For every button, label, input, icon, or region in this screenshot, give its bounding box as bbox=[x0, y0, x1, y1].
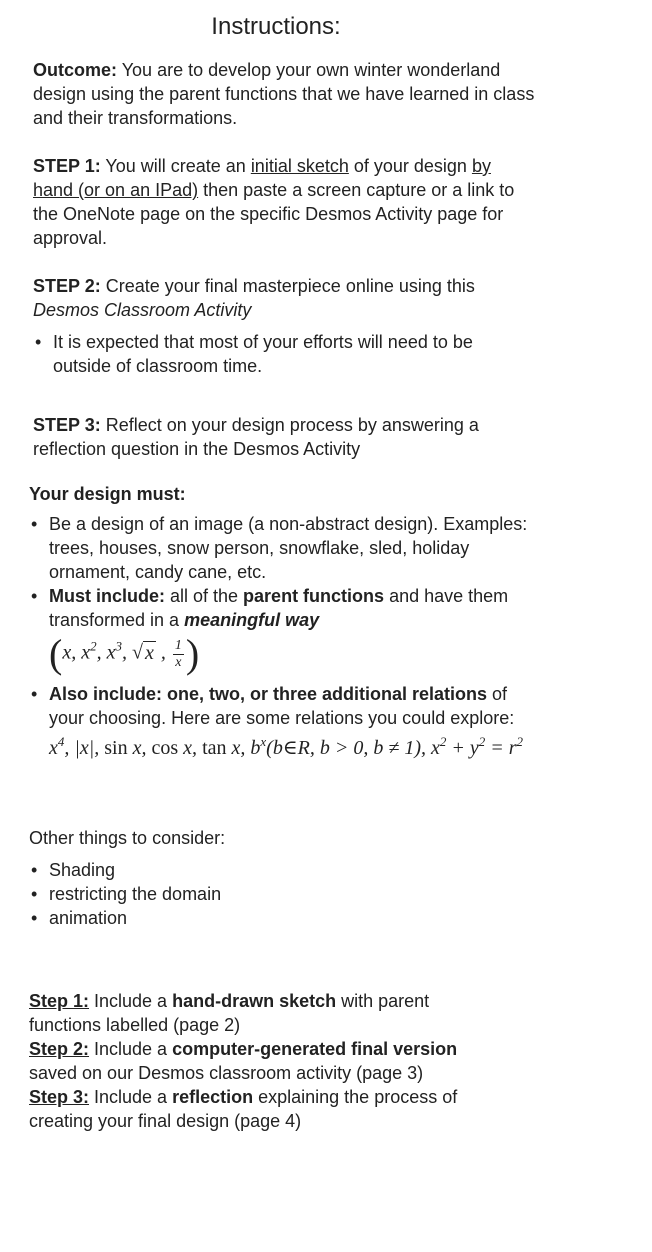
summary-step1 bbox=[29, 989, 499, 1037]
initial-sketch-link[interactable]: initial sketch bbox=[250, 156, 349, 176]
consider-heading: Other things to consider: bbox=[29, 828, 226, 848]
list-item bbox=[29, 682, 529, 730]
summary-step2-text-2: saved on our Desmos classroom activity (page 3) bbox=[29, 1063, 424, 1083]
step2-text: Create your final masterpiece online using this bbox=[100, 276, 475, 296]
step3-label: STEP 3: bbox=[33, 415, 101, 435]
design-requirements bbox=[29, 482, 589, 760]
step1-text-2: of your design bbox=[348, 156, 472, 176]
list-item: • It is expected that most of your efforts will need to be outside of classroom time. bbox=[33, 330, 528, 378]
summary-step3-text-2: explaining the process of creating your final design (page 4) bbox=[29, 1087, 458, 1131]
list-item: • restricting the domain bbox=[29, 882, 549, 906]
meaningful-way-bold: meaningful way bbox=[184, 610, 320, 630]
also-include-text: of your choosing. Here are some relations you could explore: bbox=[49, 684, 515, 728]
desmos-activity-link[interactable]: Desmos Classroom Activity bbox=[33, 300, 252, 320]
also-include-list bbox=[29, 682, 529, 730]
step2-label: STEP 2: bbox=[33, 276, 101, 296]
also-include-label: Also include: one, two, or three additional relations bbox=[49, 684, 488, 704]
page-title: Instructions: bbox=[211, 13, 341, 40]
summary-step1-text-1: Include a bbox=[89, 991, 173, 1011]
must-include-text-1: all of the bbox=[165, 586, 244, 606]
step3-text: Reflect on your design process by answering a reflection question in the Desmos Activity bbox=[33, 415, 479, 459]
step1-text-1: You will create an bbox=[100, 156, 251, 176]
consider-section bbox=[29, 826, 549, 930]
outcome-paragraph bbox=[33, 58, 553, 130]
by-hand-link[interactable]: by hand (or on an IPad) bbox=[33, 156, 491, 200]
list-item: • animation bbox=[29, 906, 549, 930]
summary-step1-label: Step 1: bbox=[29, 991, 90, 1011]
additional-relations-formula: $x^4$, |x|, sin x, cos x, tan x, $b^x(b\in R$, b > 0, b ≠ 1), $x^2 + y^2 = r^2$ bbox=[49, 734, 524, 759]
summary-step2-label: Step 2: bbox=[29, 1039, 90, 1059]
must-include-label: Must include: bbox=[49, 586, 165, 606]
list-item: • Be a design of an image (a non-abstract design). Examples: trees, houses, snow person, snowflake, sled, holiday ornament, candy cane, etc. bbox=[29, 512, 529, 584]
must-include-text-2: and have them transformed in a bbox=[49, 586, 509, 630]
step1-paragraph bbox=[33, 154, 528, 250]
summary-step1-text-2: with parent functions labelled (page 2) bbox=[29, 991, 430, 1035]
summary-step2 bbox=[29, 1037, 499, 1085]
list-item bbox=[29, 584, 529, 632]
summary-step3-label: Step 3: bbox=[29, 1087, 90, 1107]
summary-step3-text-1: Include a bbox=[89, 1087, 173, 1107]
summary-step2-bold: computer-generated final version bbox=[172, 1039, 458, 1059]
step2-bullet-list bbox=[33, 330, 528, 378]
summary-step2-text-1: Include a bbox=[89, 1039, 173, 1059]
consider-list bbox=[29, 858, 549, 930]
outcome-text: You are to develop your own winter wonderland design using the parent functions that we have learned in class and their transformations. bbox=[33, 60, 535, 128]
parent-functions-formula: (x, $x^2$, $x^3$, √ x , $\frac{1}{x}$ ) bbox=[49, 631, 200, 676]
outcome-label: Outcome: bbox=[33, 60, 118, 80]
step1-text-3: then paste a screen capture or a link to the OneNote page on the specific Desmos Activity page for approval. bbox=[33, 180, 515, 248]
summary-step3 bbox=[29, 1085, 499, 1133]
step3-paragraph bbox=[33, 413, 528, 461]
summary-step1-bold: hand-drawn sketch bbox=[172, 991, 337, 1011]
step2-paragraph bbox=[33, 274, 528, 378]
summary-step3-bold: reflection bbox=[172, 1087, 254, 1107]
parent-functions-bold: parent functions bbox=[243, 586, 385, 606]
list-item: • Shading bbox=[29, 858, 549, 882]
design-bullet-list bbox=[29, 512, 529, 632]
design-heading: Your design must: bbox=[29, 484, 186, 504]
summary-section bbox=[29, 989, 499, 1133]
step1-label: STEP 1: bbox=[33, 156, 101, 176]
